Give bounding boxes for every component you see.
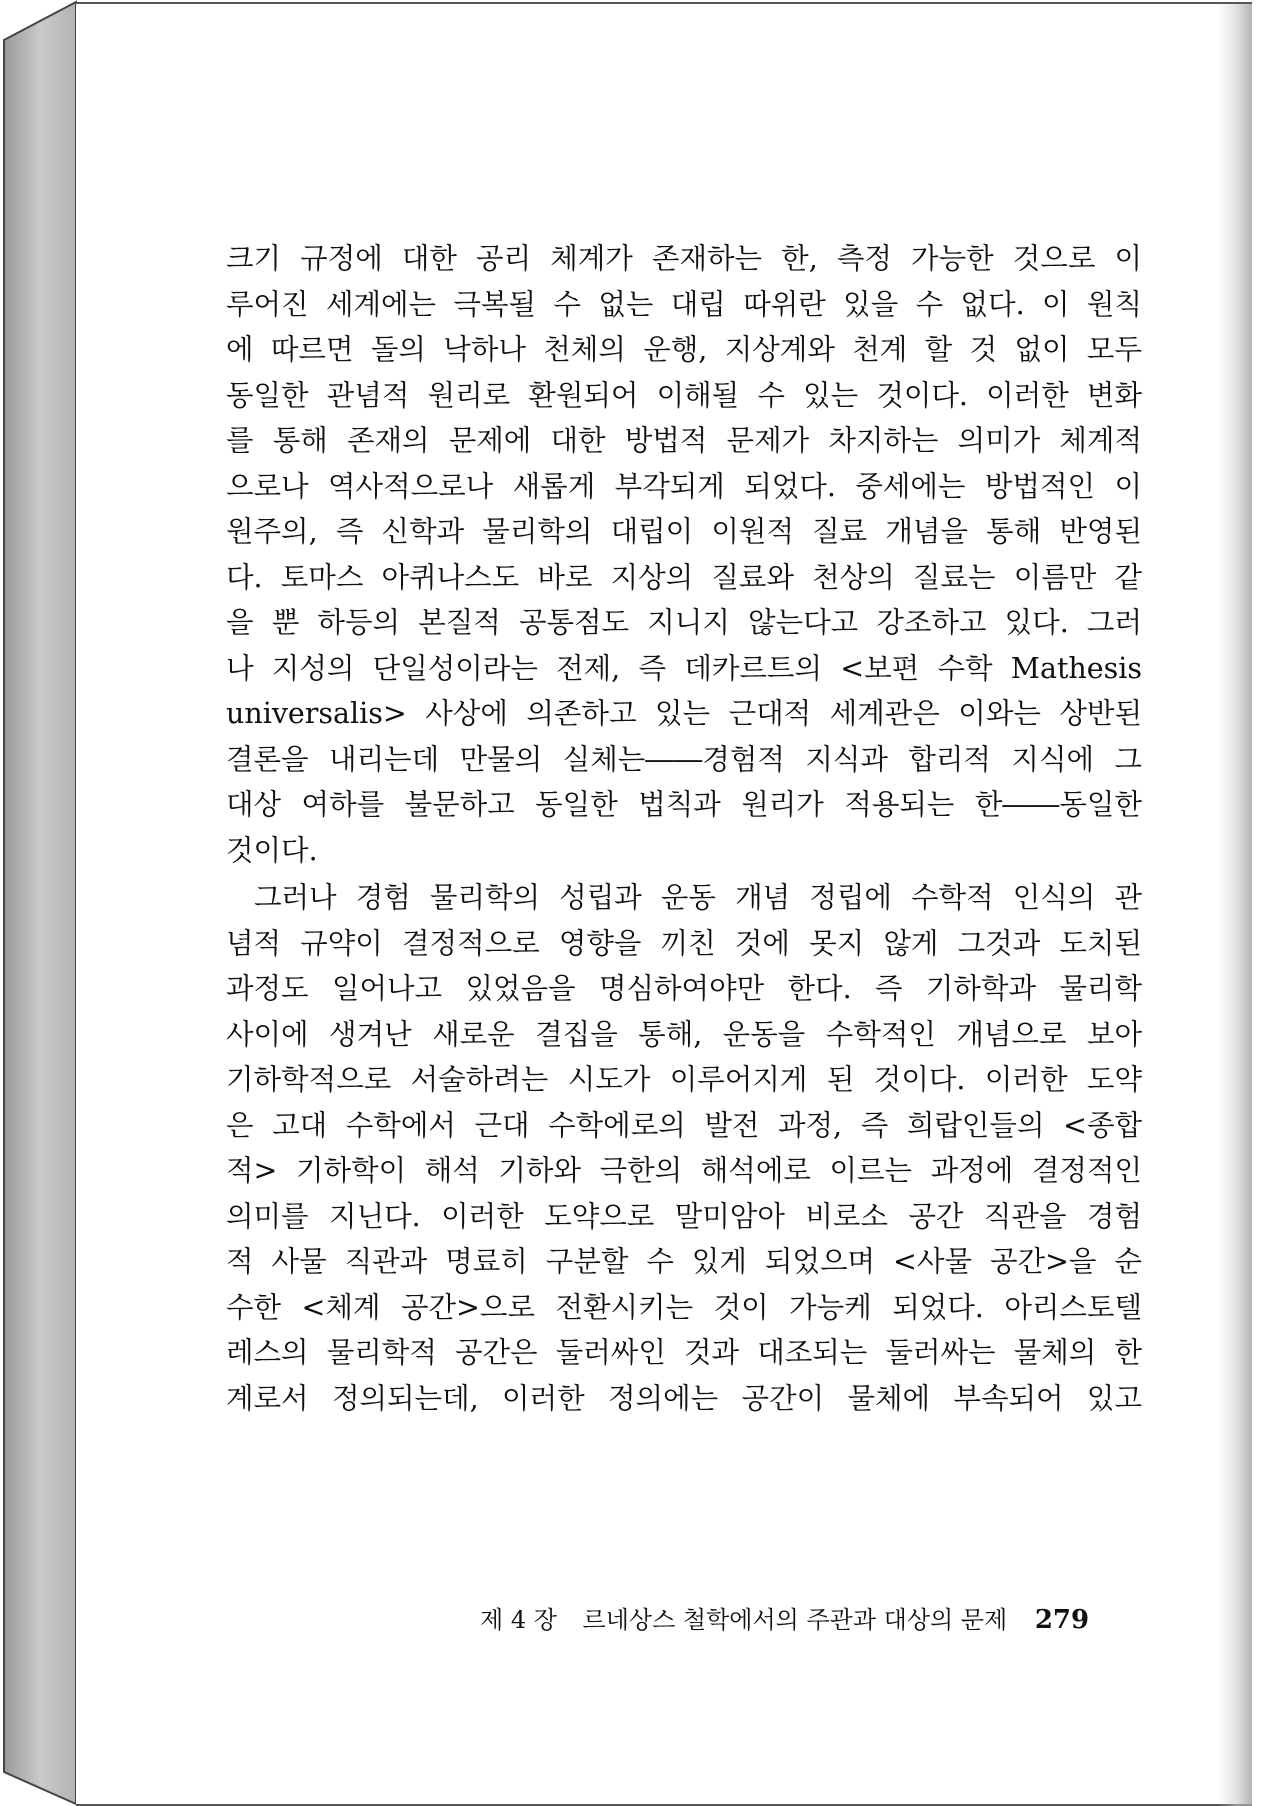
text-line: 으로나 역사적으로나 새롭게 부각되게 되었다. 중세에는 방법적인 이	[226, 469, 1142, 503]
text-line: 을 뿐 하등의 본질적 공통점도 지니지 않는다고 강조하고 있다. 그러	[226, 606, 1142, 639]
text-line: 과정도 일어나고 있었음을 명심하여야만 한다. 즉 기하학과 물리학	[226, 972, 1142, 1005]
text-line: 기하학적으로 서술하려는 시도가 이루어지게 된 것이다. 이러한 도약	[226, 1063, 1142, 1096]
text-line: 원주의, 즉 신학과 물리학의 대립이 이원적 질료 개념을 통해 반영된	[226, 515, 1142, 548]
text-line: 수한 <체계 공간>으로 전환시키는 것이 가능케 되었다. 아리스토텔	[226, 1290, 1142, 1324]
paragraph-2	[226, 875, 1142, 1421]
text-line: 념적 규약이 결정적으로 영향을 끼친 것에 못지 않게 그것과 도치된	[226, 926, 1142, 960]
text-line: 적> 기하학이 해석 기하와 극한의 해석에로 이르는 과정에 결정적인	[226, 1154, 1142, 1187]
text-line: 동일한 관념적 원리로 환원되어 이해될 수 있는 것이다. 이러한 변화	[226, 378, 1142, 412]
text-line: 를 통해 존재의 문제에 대한 방법적 문제가 차지하는 의미가 체계적	[226, 424, 1142, 457]
text-line: 루어진 세계에는 극복될 수 없는 대립 따위란 있을 수 없다. 이 원칙	[226, 287, 1142, 321]
text-line: 그러나 경험 물리학의 성립과 운동 개념 정립에 수학적 인식의 관	[254, 881, 1142, 914]
paragraph-1	[226, 236, 1142, 873]
text-line: 것이다.	[226, 833, 318, 867]
page-number: 279	[1034, 1605, 1090, 1635]
text-line: 의미를 지닌다. 이러한 도약으로 말미암아 비로소 공간 직관을 경험	[226, 1199, 1142, 1233]
text-line: 적 사물 직관과 명료히 구분할 수 있게 되었으며 <사물 공간>을 순	[226, 1245, 1142, 1278]
page-edge-shadow	[1218, 4, 1252, 1806]
text-line: 나 지성의 단일성이라는 전제, 즉 데카르트의 <보편 수학 Mathesis	[226, 651, 1142, 685]
text-line: universalis> 사상에 의존하고 있는 근대적 세계관은 이와는 상반된	[226, 697, 1142, 730]
text-line: 결론을 내리는데 만물의 실체는――경험적 지식과 합리적 지식에 그	[226, 742, 1142, 776]
text-line: 레스의 물리학적 공간은 둘러싸인 것과 대조되는 둘러싸는 물체의 한	[226, 1336, 1142, 1369]
text-line: 사이에 생겨난 새로운 결집을 통해, 운동을 수학적인 개념으로 보아	[226, 1017, 1142, 1051]
text-line: 은 고대 수학에서 근대 수학에로의 발전 과정, 즉 희랍인들의 <종합	[226, 1108, 1142, 1142]
text-line: 다. 토마스 아퀴나스도 바로 지상의 질료와 천상의 질료는 이름만 같	[226, 560, 1142, 594]
running-footer	[480, 1600, 1120, 1635]
chapter-label: 제 4 장	[480, 1606, 557, 1634]
text-line: 계로서 정의되는데, 이러한 정의에는 공간이 물체에 부속되어 있고	[226, 1381, 1142, 1415]
text-line: 에 따르면 돌의 낙하나 천체의 운행, 지상계와 천계 할 것 없이 모두	[226, 333, 1142, 366]
chapter-title: 르네상스 철학에서의 주관과 대상의 문제	[582, 1606, 1008, 1634]
body-text	[226, 236, 1142, 1421]
text-line: 크기 규정에 대한 공리 체계가 존재하는 한, 측정 가능한 것으로 이	[226, 242, 1142, 275]
text-line: 대상 여하를 불문하고 동일한 법칙과 원리가 적용되는 한――동일한	[226, 788, 1142, 821]
book-spine	[0, 0, 80, 1806]
